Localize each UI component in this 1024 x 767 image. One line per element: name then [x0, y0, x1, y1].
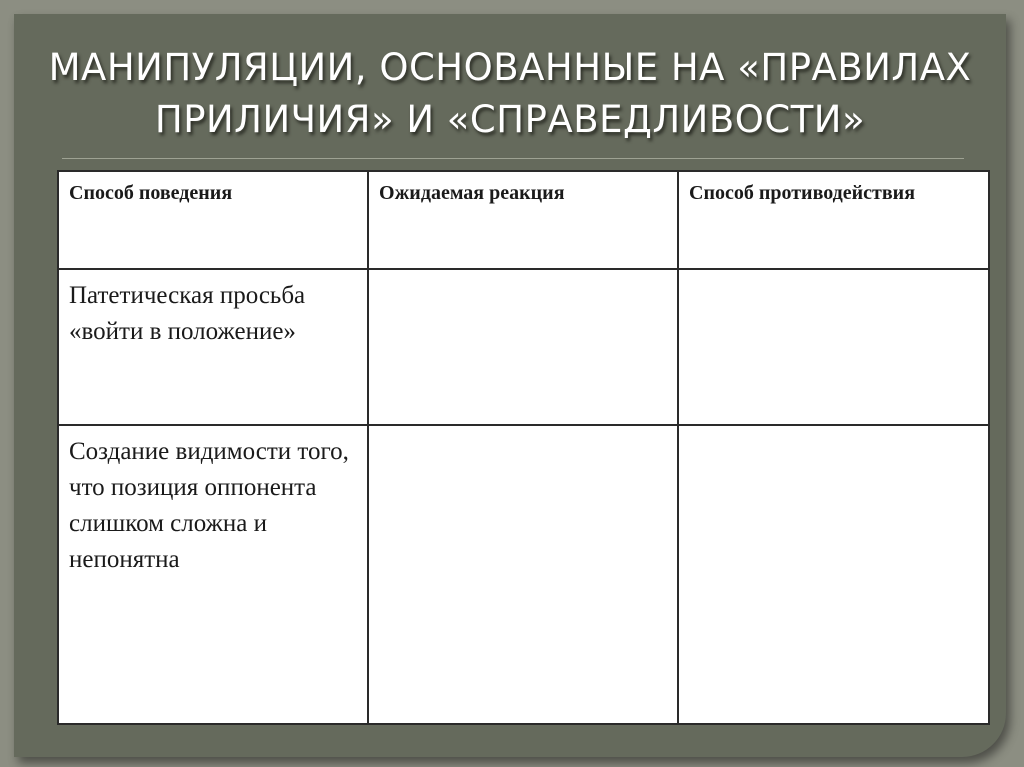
title-divider — [62, 158, 964, 159]
cell-counter — [678, 425, 989, 724]
table-row — [58, 425, 989, 724]
cell-reaction — [368, 269, 678, 425]
header-counter: Способ противодействия — [678, 171, 989, 269]
header-behavior: Способ поведения — [58, 171, 368, 269]
cell-behavior: Патетическая просьба «войти в положение» — [58, 269, 368, 425]
cell-behavior: Создание видимости того, что позиция оппонента слишком сложна и непонятна — [58, 425, 368, 724]
slide-title-line-2: ПРИЛИЧИЯ» И «СПРАВЕДЛИВОСТИ» — [154, 98, 866, 141]
cell-reaction — [368, 425, 678, 724]
header-reaction: Ожидаемая реакция — [368, 171, 678, 269]
manipulation-table — [57, 170, 990, 725]
table-header-row — [58, 171, 989, 269]
slide-title — [14, 42, 1006, 146]
slide-title-line-1: МАНИПУЛЯЦИИ, ОСНОВАННЫЕ НА «ПРАВИЛАХ — [48, 46, 972, 89]
table-container — [57, 170, 988, 723]
cell-counter — [678, 269, 989, 425]
table-row — [58, 269, 989, 425]
